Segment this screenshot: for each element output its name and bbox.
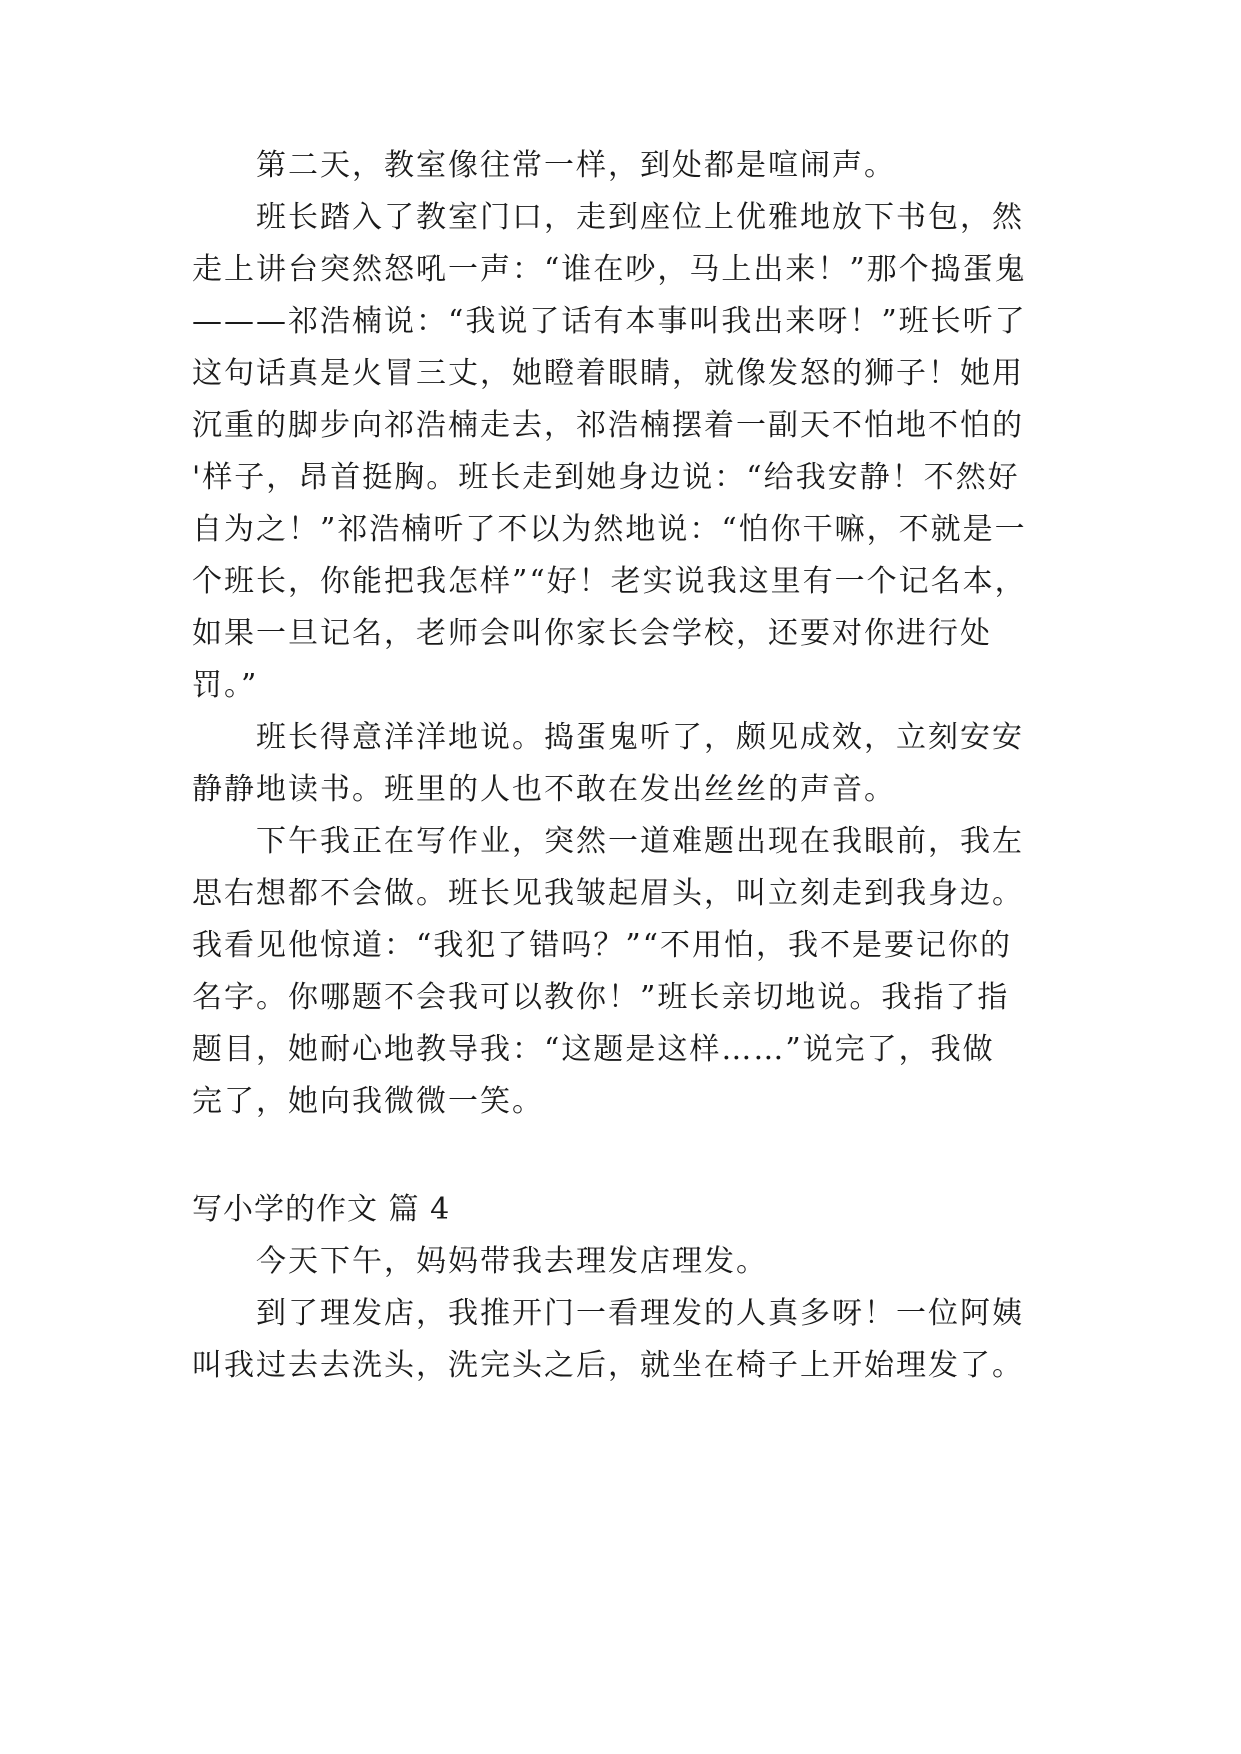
paragraph [192, 712, 1072, 816]
paragraph [192, 1288, 1072, 1392]
text-line: 静静地读书。班里的人也不敢在发出丝丝的声音。 [192, 772, 896, 807]
section-gap [192, 1128, 1072, 1184]
text-line: '样子，昂首挺胸。班长走到她身边说：“给我安静！不然好 [192, 460, 1020, 495]
text-line: 个班长，你能把我怎样”“好！老实说我这里有一个记名本， [192, 564, 1027, 599]
text-line: 完了，她向我微微一笑。 [192, 1084, 544, 1119]
document-page-body [192, 140, 1072, 1392]
text-line: 我看见他惊道：“我犯了错吗？”“不用怕，我不是要记你的 [192, 928, 1013, 963]
text-line: 罚。” [192, 668, 259, 703]
section-heading: 写小学的作文 篇 4 [192, 1192, 451, 1227]
text-line: 到了理发店，我推开门一看理发的人真多呀！一位阿姨 [256, 1296, 1024, 1331]
paragraph [192, 192, 1072, 712]
text-line: ———祁浩楠说：“我说了话有本事叫我出来呀！”班长听了 [192, 304, 1027, 339]
text-line: 如果一旦记名，老师会叫你家长会学校，还要对你进行处 [192, 616, 992, 651]
text-line: 今天下午，妈妈带我去理发店理发。 [256, 1244, 768, 1279]
text-line: 第二天，教室像往常一样，到处都是喧闹声。 [256, 148, 896, 183]
paragraph [192, 1236, 1072, 1288]
text-line: 班长得意洋洋地说。捣蛋鬼听了，颇见成效，立刻安安 [256, 720, 1024, 755]
text-line: 沉重的脚步向祁浩楠走去，祁浩楠摆着一副天不怕地不怕的 [192, 408, 1024, 443]
text-line: 题目，她耐心地教导我：“这题是这样……”说完了，我做 [192, 1032, 995, 1067]
paragraph [192, 140, 1072, 192]
text-line: 走上讲台突然怒吼一声：“谁在吵，马上出来！”那个捣蛋鬼 [192, 252, 1027, 287]
text-line: 这句话真是火冒三丈，她瞪着眼睛，就像发怒的狮子！她用 [192, 356, 1024, 391]
text-line: 自为之！”祁浩楠听了不以为然地说：“怕你干嘛，不就是一 [192, 512, 1027, 547]
text-line: 思右想都不会做。班长见我皱起眉头，叫立刻走到我身边。 [192, 876, 1024, 911]
paragraph [192, 816, 1072, 1128]
text-line: 下午我正在写作业，突然一道难题出现在我眼前，我左 [256, 824, 1024, 859]
text-line: 名字。你哪题不会我可以教你！”班长亲切地说。我指了指 [192, 980, 1010, 1015]
text-line: 班长踏入了教室门口，走到座位上优雅地放下书包，然 [256, 200, 1024, 235]
text-line: 叫我过去去洗头，洗完头之后，就坐在椅子上开始理发了。 [192, 1348, 1024, 1383]
